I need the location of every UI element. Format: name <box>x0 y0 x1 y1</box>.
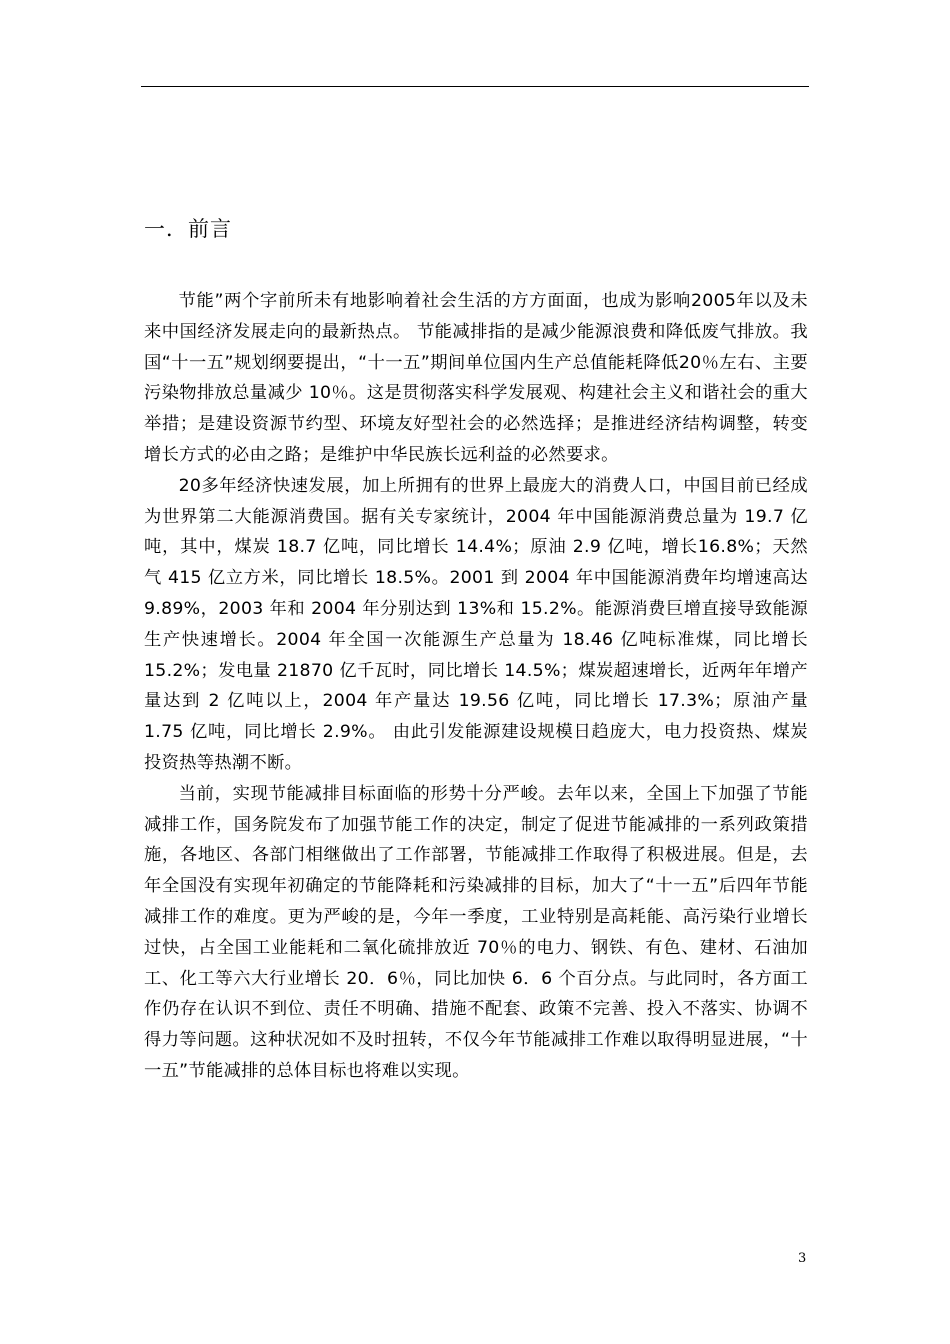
paragraph-1: 节能”两个字前所未有地影响着社会生活的方方面面，也成为影响2005年以及未来中国经济发展走向的最新热点。 节能减排指的是减少能源浪费和降低废气排放。我国“十一五”规划纲要提出，“十一五”期间单位国内生产总值能耗降低20％左右、主要污染物排放总量减少 10％。这是贯彻落实科学发展观、构建社会主义和谐社会的重大举措；是建设资源节约型、环境友好型社会的必然选择；是推进经济结构调整，转变增长方式的必由之路；是维护中华民族长远利益的必然要求。 <box>144 291 808 465</box>
body-text <box>144 286 808 1087</box>
page-number: 3 <box>798 1251 807 1266</box>
paragraph-2: 20多年经济快速发展，加上所拥有的世界上最庞大的消费人口，中国目前已经成为世界第二大能源消费国。据有关专家统计，2004 年中国能源消费总量为 19.7 亿吨，其中，煤炭 18.7 亿吨，同比增长 14.4%；原油 2.9 亿吨，增长16.8%；天然气 415 亿立方米，同比增长 18.5%。2001 到 2004 年中国能源消费年均增速高达 9.89%，2003 年和 2004 年分别达到 13%和 15.2%。能源消费巨增直接导致能源生产快速增长。2004 年全国一次能源生产总量为 18.46 亿吨标准煤，同比增长 15.2%；发电量 21870 亿千瓦时，同比增长 14.5%；煤炭超速增长，近两年年增产量达到 2 亿吨以上，2004 年产量达 19.56 亿吨，同比增长 17.3%；原油产量 1.75 亿吨，同比增长 2.9%。 由此引发能源建设规模日趋庞大，电力投资热、煤炭投资热等热潮不断。 <box>144 475 808 773</box>
paragraph-3: 当前，实现节能减排目标面临的形势十分严峻。去年以来，全国上下加强了节能减排工作，国务院发布了加强节能工作的决定，制定了促进节能减排的一系列政策措施，各地区、各部门相继做出了工作部署，节能减排工作取得了积极进展。但是，去年全国没有实现年初确定的节能降耗和污染减排的目标，加大了“十一五”后四年节能减排工作的难度。更为严峻的是，今年一季度，工业特别是高耗能、高污染行业增长过快，占全国工业能耗和二氧化硫排放近 70％的电力、钢铁、有色、建材、石油加工、化工等六大行业增长 20．6％，同比加快 6．6 个百分点。与此同时，各方面工作仍存在认识不到位、责任不明确、措施不配套、政策不完善、投入不落实、协调不得力等问题。这种状况如不及时扭转，不仅今年节能减排工作难以取得明显进展，“十一五”节能减排的总体目标也将难以实现。 <box>144 783 808 1081</box>
header-rule <box>141 86 809 87</box>
section-heading: 一．前言 <box>144 217 232 241</box>
